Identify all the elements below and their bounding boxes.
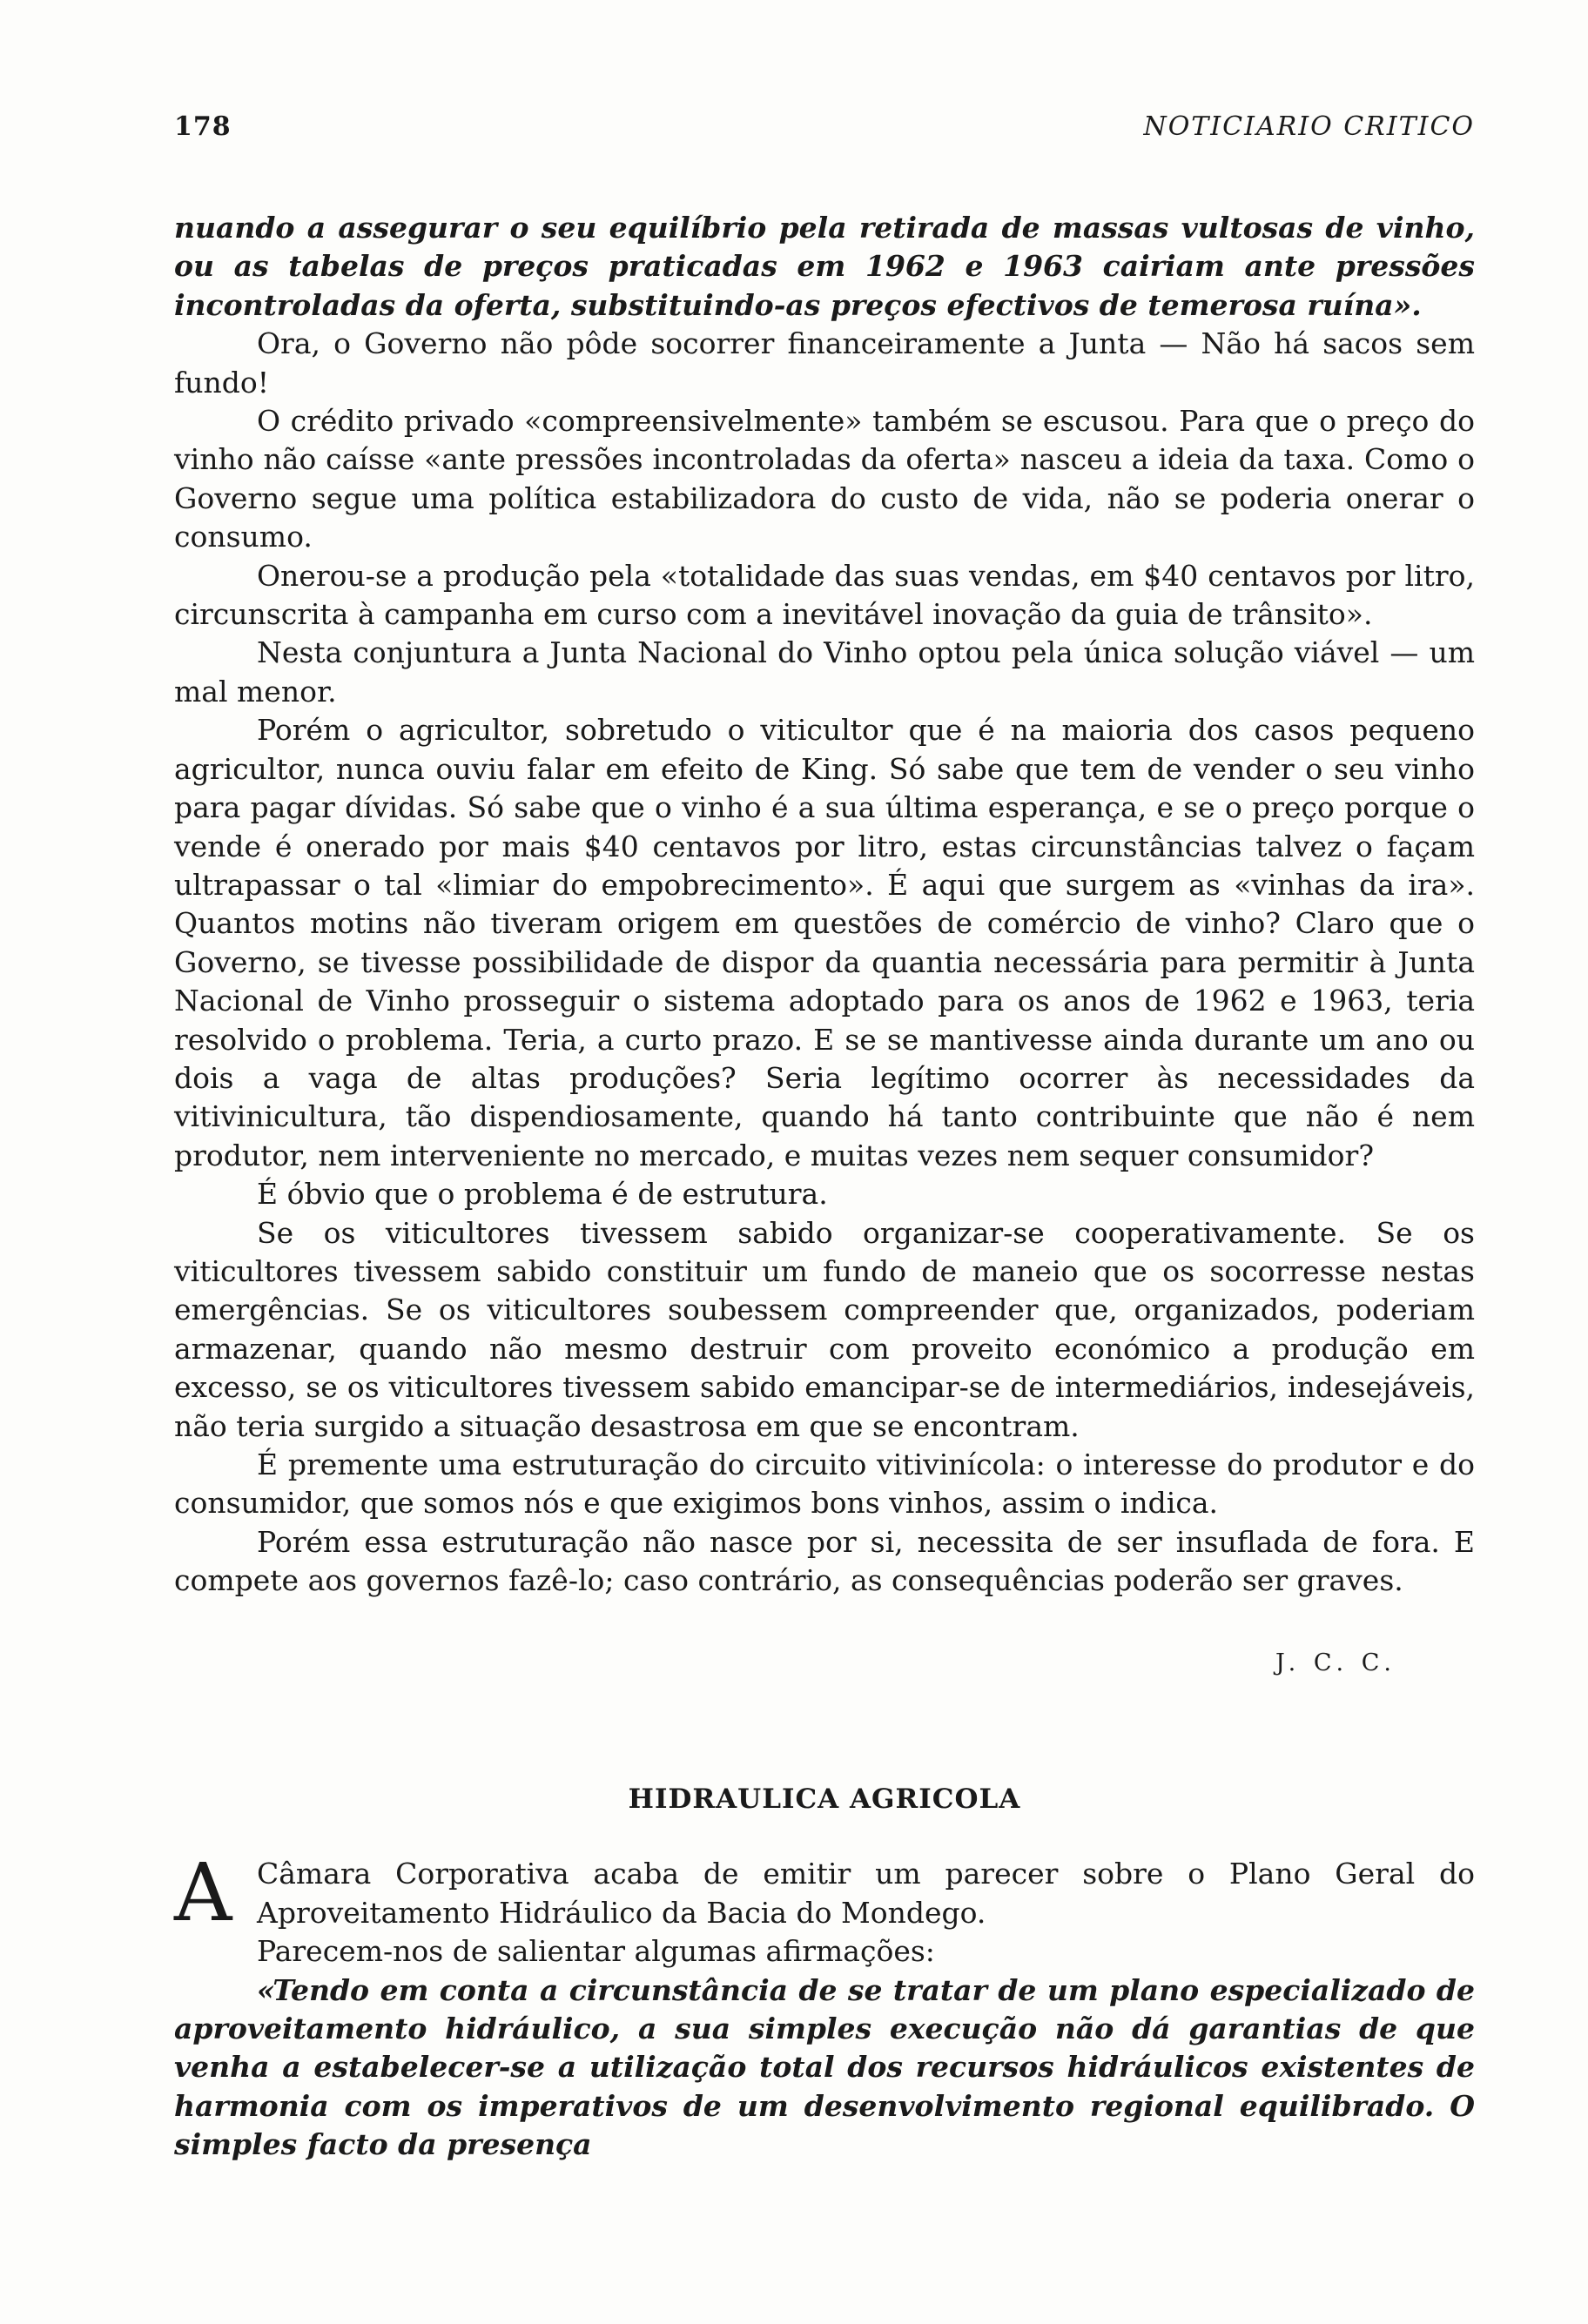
paragraph-text: Câmara Corporativa acaba de emitir um parecer sobre o Plano Geral do Aproveitamento Hidráulico da Bacia do Mondego. [257,1857,1475,1930]
drop-cap: A [174,1846,232,1940]
paragraph: Nesta conjuntura a Junta Nacional do Vinho optou pela única solução viável — um mal menor. [174,635,1475,709]
paragraph: É óbvio que o problema é de estrutura. [257,1177,828,1212]
paragraph: O crédito privado «compreensivelmente» também se escusou. Para que o preço do vinho não caísse «ante pressões incontroladas da oferta» nasceu a ideia da taxa. Como o Governo segue uma política estabilizadora do custo de vida, não se poderia onerar o consumo. [174,404,1475,554]
running-header [174,111,1475,142]
paragraph: Se os viticultores tivessem sabido organizar-se cooperativamente. Se os viticultores tivessem sabido constituir um fundo de maneio que os socorresse nestas emergências. Se os viticultores soubessem compreender que, organizados, poderiam armazenar, quando não mesmo destruir com proveito económico a produção em excesso, se os viticultores tivessem sabido emancipar-se de intermediários, indesejáveis, não teria surgido a situação desastrosa em que se encontram. [174,1215,1475,1443]
page-number: 178 [174,111,232,142]
paragraph: Porém essa estruturação não nasce por si, necessita de ser insuflada de fora. E compete aos governos fazê-lo; caso contrário, as consequências poderão ser graves. [174,1524,1475,1598]
running-title: NOTICIARIO CRITICO [1143,111,1475,142]
paragraph: É premente uma estruturação do circuito vitivinícola: o interesse do produtor e do consumidor, que somos nós e que exigimos bons vinhos, assim o indica. [174,1447,1475,1521]
section-title: HIDRAULICA AGRICOLA [628,1783,1021,1816]
paragraph: Parecem-nos de salientar algumas afirmações: [257,1934,935,1969]
paragraph-dropcap [174,1846,1475,1940]
quote-paragraph: «Tendo em conta a circunstância de se tratar de um plano especializado de aproveitamento hidráulico, a sua simples execução não dá garantias de que venha a estabelecer-se a utilização total dos recursos hidráulicos existentes de harmonia com os imperativos de um desenvolvimento regional equilibrado. O simples facto da presença [174,1972,1475,2162]
paragraph: nuando a assegurar o seu equilíbrio pela retirada de massas vultosas de vinho, ou as tabelas de preços praticadas em 1962 e 1963 cairiam ante pressões incontroladas da oferta, substituindo-as preços efectivos de temerosa ruína». [174,211,1475,322]
signature: J. C. C. [1275,1649,1396,1676]
paragraph: Onerou-se a produção pela «totalidade das suas vendas, em $40 centavos por litro, circunscrita à campanha em curso com a inevitável inovação da guia de trânsito». [174,558,1475,632]
paragraph: Porém o agricultor, sobretudo o viticultor que é na maioria dos casos pequeno agricultor, nunca ouviu falar em efeito de King. Só sabe que tem de vender o seu vinho para pagar dívidas. Só sabe que o vinho é a sua última esperança, e se o preço porque o vende é onerado por mais $40 centavos por litro, estas circunstâncias talvez o façam ultrapassar o tal «limiar do empobrecimento». É aqui que surgem as «vinhas da ira». Quantos motins não tiveram origem em questões de comércio de vinho? Claro que o Governo, se tivesse possibilidade de dispor da quantia necessária para permitir à Junta Nacional de Vinho prosseguir o sistema adoptado para os anos de 1962 e 1963, teria resolvido o problema. Teria, a curto prazo. E se se mantivesse ainda durante um ano ou dois a vaga de altas produções? Seria legítimo ocorrer às necessidades da vitivinicultura, tão dispendiosamente, quando há tanto contribuinte que não é nem produtor, nem interveniente no mercado, e muitas vezes nem sequer consumidor? [174,713,1475,1172]
page-body [174,209,1475,2165]
paragraph: Ora, o Governo não pôde socorrer financeiramente a Junta — Não há sacos sem fundo! [174,326,1475,400]
